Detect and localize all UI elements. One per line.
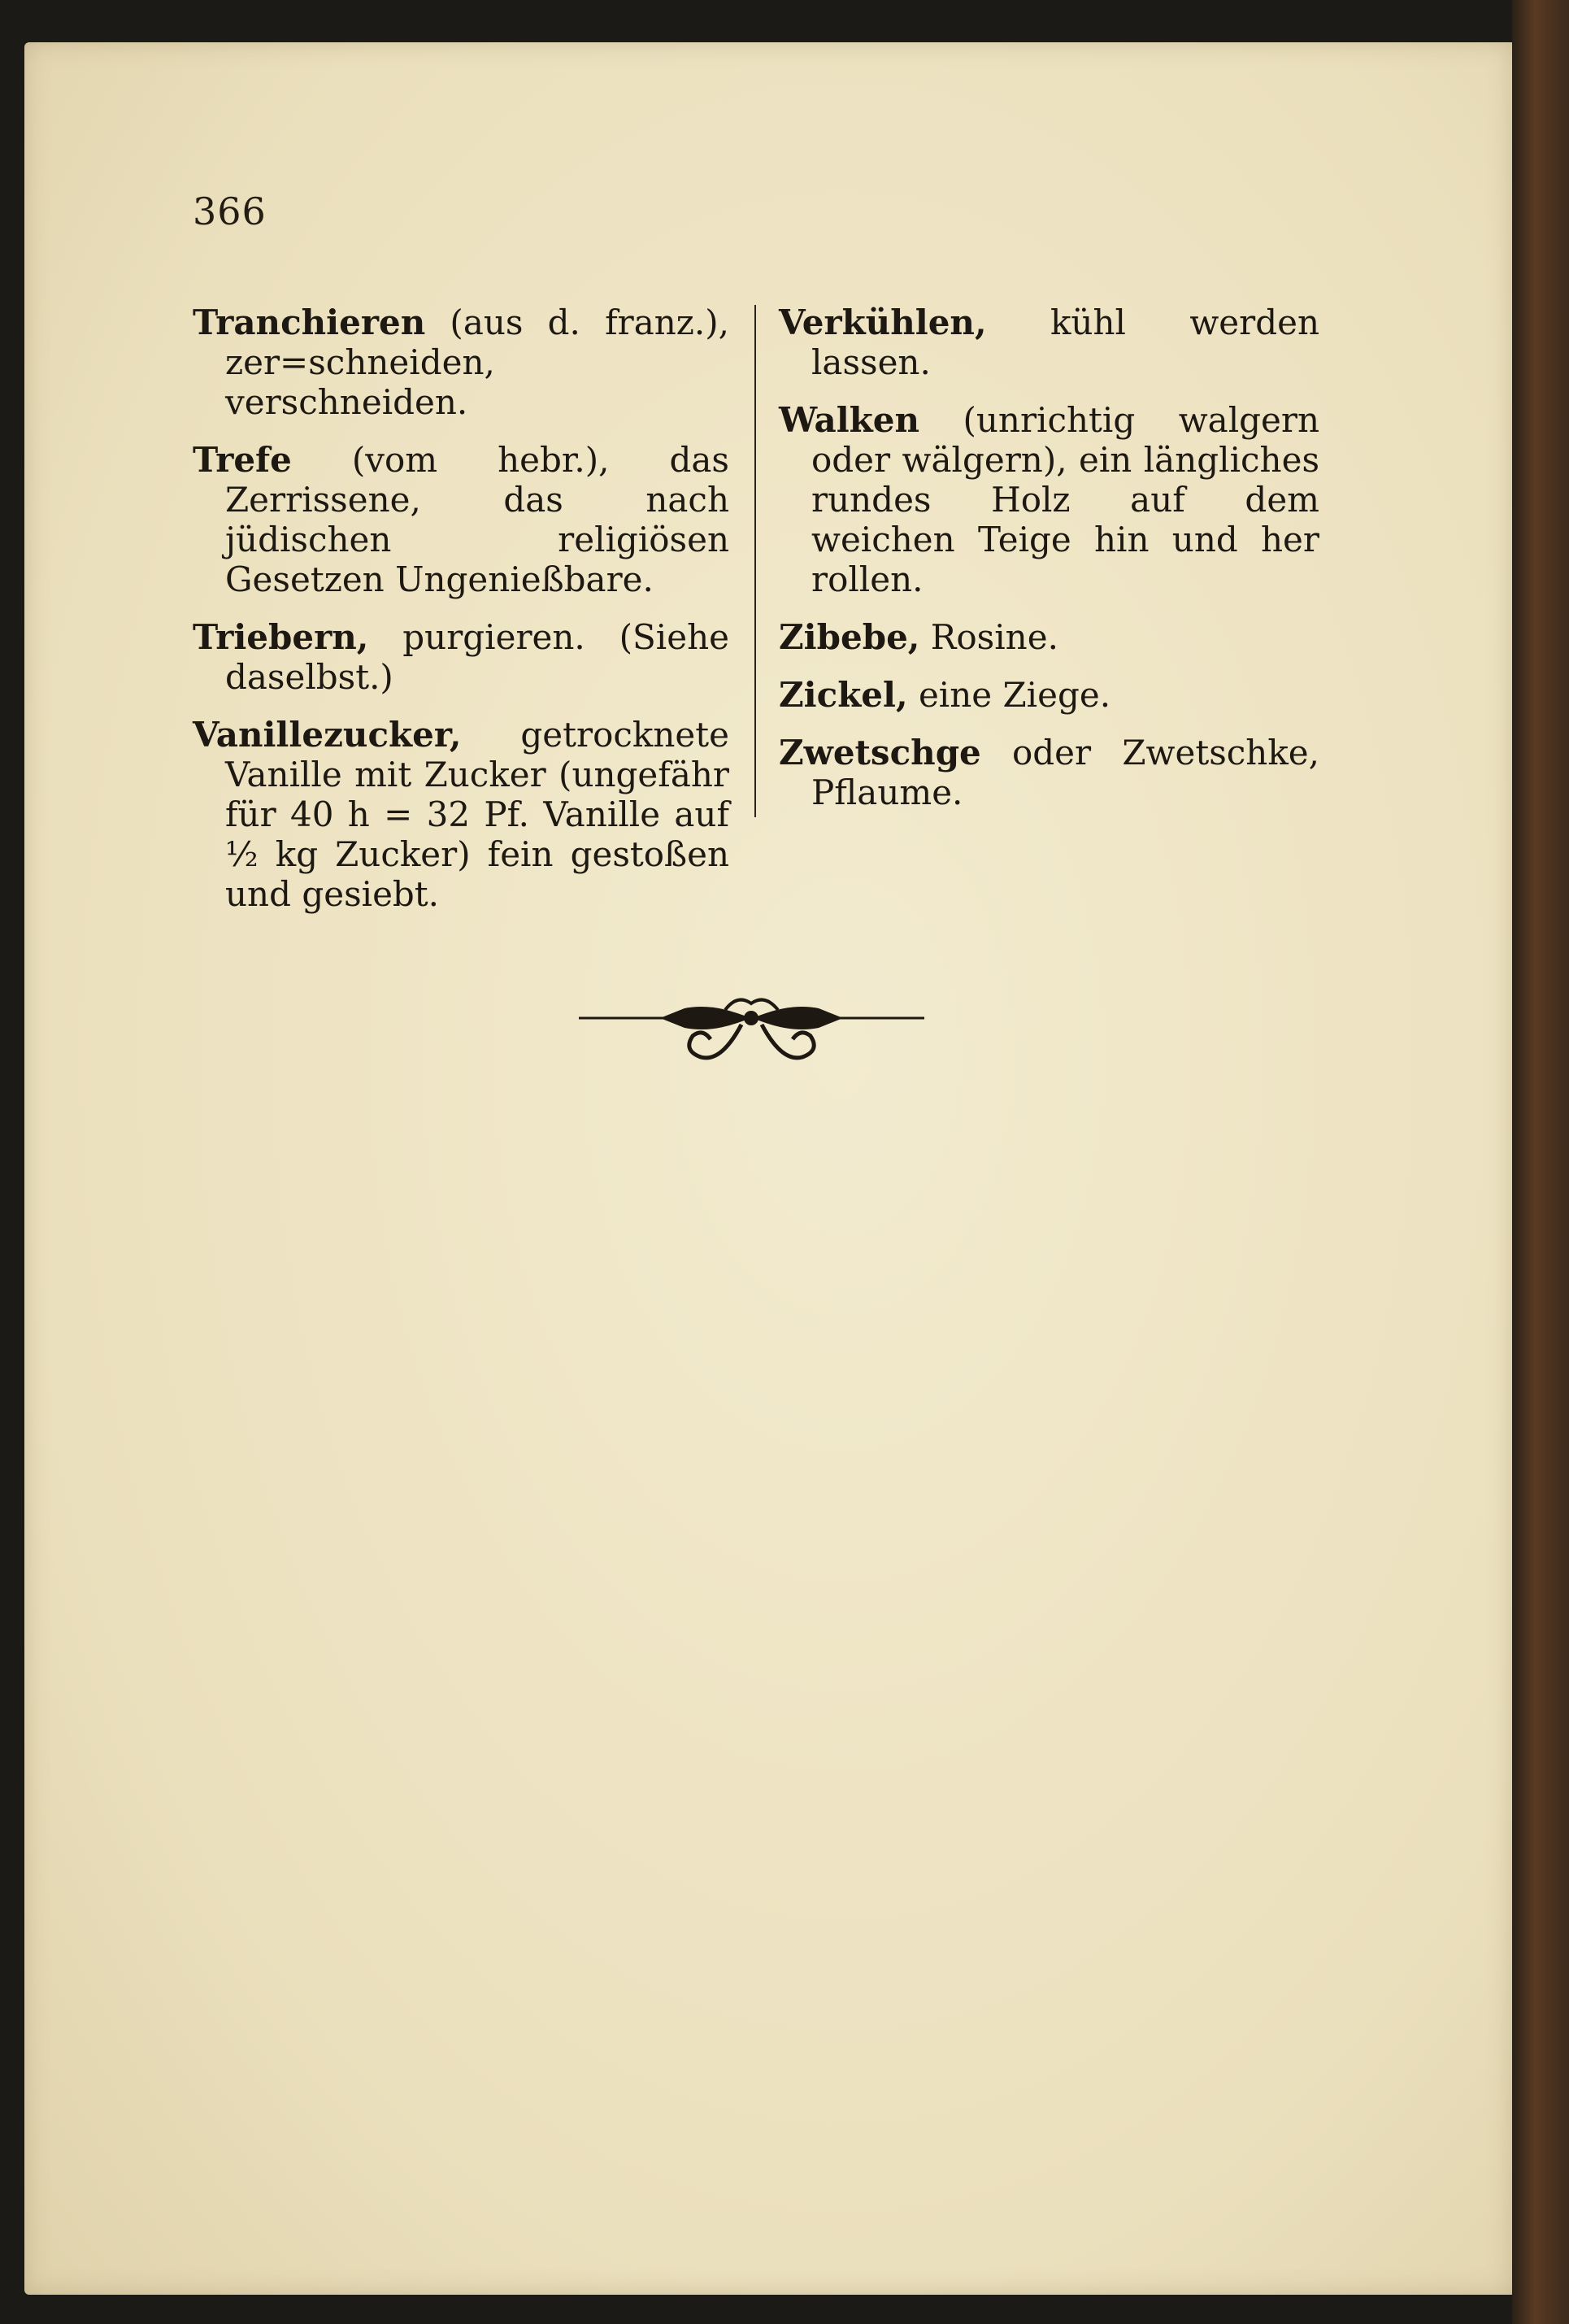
entry-headword: Zickel,	[779, 675, 908, 715]
entry-headword: Walken	[779, 400, 920, 440]
fleuron-ornament-icon	[579, 986, 924, 1075]
entry-definition: (aus d. franz.), zer=schneiden, verschneiden.	[225, 302, 729, 422]
glossary-entry	[193, 302, 729, 422]
glossary-entry	[779, 733, 1319, 812]
entry-definition: getrocknete Vanille mit Zucker (ungefähr für 40 h = 32 Pf. Vanille auf ½ kg Zucker) fein gestoßen und gesiebt.	[225, 715, 729, 914]
glossary-entry	[193, 715, 729, 914]
entry-headword: Zwetschge	[779, 733, 981, 772]
glossary-entry	[779, 302, 1319, 382]
entry-definition: eine Ziege.	[907, 675, 1111, 715]
entry-headword: Triebern,	[193, 617, 369, 657]
entry-headword: Tranchieren	[193, 302, 426, 342]
entry-definition: oder Zwetschke, Pflaume.	[811, 733, 1319, 812]
book-spine	[1512, 0, 1569, 2324]
glossary-entry	[193, 440, 729, 599]
page-number: 366	[193, 189, 267, 233]
entry-definition: purgieren. (Siehe daselbst.)	[225, 617, 729, 697]
column-divider	[754, 305, 756, 817]
glossary-entry	[779, 617, 1319, 657]
entry-definition: kühl werden lassen.	[811, 302, 1319, 382]
entry-definition: (unrichtig walgern oder wälgern), ein längliches rundes Holz auf dem weichen Teige hin und her rollen.	[811, 400, 1319, 599]
entry-definition: (vom hebr.), das Zerrissene, das nach jüdischen religiösen Gesetzen Ungenießbare.	[225, 440, 729, 599]
entry-headword: Trefe	[193, 440, 292, 480]
glossary-entry	[779, 675, 1319, 715]
entry-headword: Vanillezucker,	[193, 715, 462, 755]
left-column	[193, 302, 729, 932]
right-column	[779, 302, 1319, 830]
glossary-entry	[779, 400, 1319, 599]
glossary-entry	[193, 617, 729, 697]
entry-headword: Verkühlen,	[779, 302, 987, 342]
entry-headword: Zibebe,	[779, 617, 920, 657]
entry-definition: Rosine.	[919, 617, 1058, 657]
